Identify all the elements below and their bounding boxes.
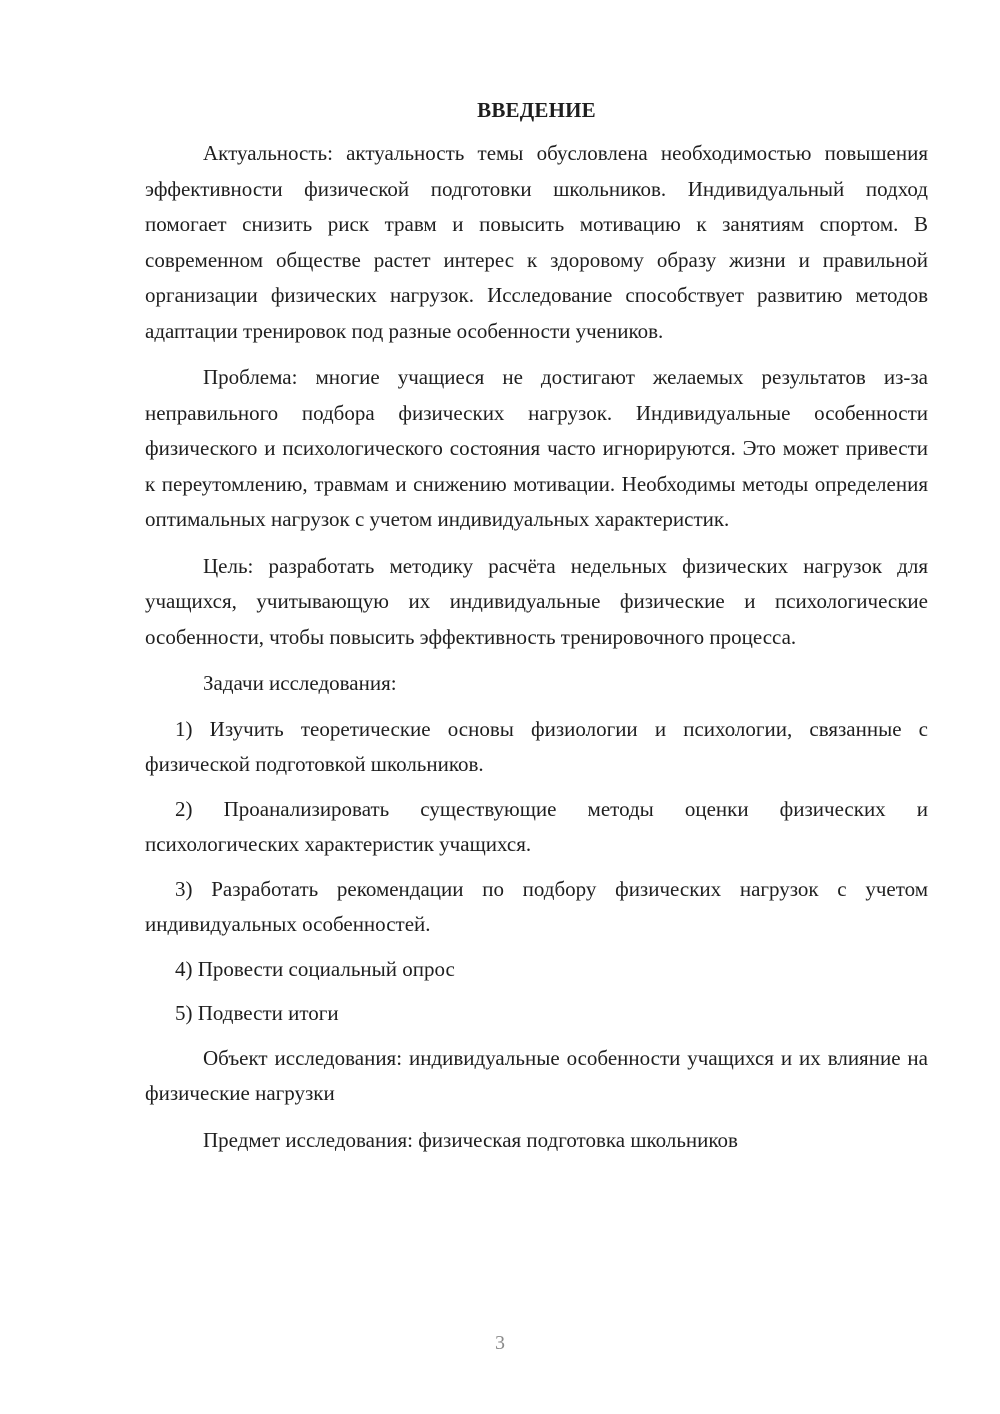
task-number: 4) <box>175 956 193 981</box>
subject-paragraph: Предмет исследования: физическая подготовка школьников <box>203 1127 738 1152</box>
task-number: 5) <box>175 1001 193 1025</box>
problem-paragraph: Проблема: многие учащиеся не достигают желаемых результатов из-за неправильного подбора физических нагрузок. Индивидуальные особенности физического и психологического состояния часто игнорируются. Это может привести к переутомлению, травмам и снижению мотивации. Необходимы методы определения оптимальных нагрузок с учетом индивидуальных характеристик. <box>145 365 928 531</box>
list-item <box>145 792 928 863</box>
tasks-list <box>145 712 928 1032</box>
page-content <box>145 93 928 1158</box>
task-number: 3) <box>175 876 193 901</box>
list-item <box>145 952 928 988</box>
tasks-heading: Задачи исследования: <box>203 671 397 695</box>
goal-paragraph: Цель: разработать методику расчёта недельных физических нагрузок для учащихся, учитывающую их индивидуальные физические и психологические особенности, чтобы повысить эффективность тренировочного процесса. <box>145 553 928 649</box>
object-paragraph: Объект исследования: индивидуальные особенности учащихся и их влияние на физические нагрузки <box>145 1045 928 1105</box>
page-title: ВВЕДЕНИЕ <box>477 98 596 122</box>
task-number: 2) <box>175 796 193 821</box>
task-text: Подвести итоги <box>197 1001 339 1025</box>
task-text: Проанализировать существующие методы оценки физических и психологических характеристик учащихся. <box>145 796 929 856</box>
task-text: Провести социальный опрос <box>197 956 455 981</box>
list-item <box>145 996 928 1032</box>
page-number: 3 <box>495 1332 505 1354</box>
task-number: 1) <box>175 716 193 741</box>
list-item <box>145 872 928 943</box>
task-text: Разработать рекомендации по подбору физических нагрузок с учетом индивидуальных особенностей. <box>145 876 928 936</box>
task-text: Изучить теоретические основы физиологии и психологии, связанные с физической подготовкой школьников. <box>145 716 928 776</box>
list-item <box>145 712 928 783</box>
relevance-paragraph: Актуальность: актуальность темы обусловлена необходимостью повышения эффективности физической подготовки школьников. Индивидуальный подход помогает снизить риск травм и повысить мотивацию к занятиям спортом. В современном обществе растет интерес к здоровому образу жизни и правильной организации физических нагрузок. Исследование способствует развитию методов адаптации тренировок под разные особенности учеников. <box>145 141 928 343</box>
